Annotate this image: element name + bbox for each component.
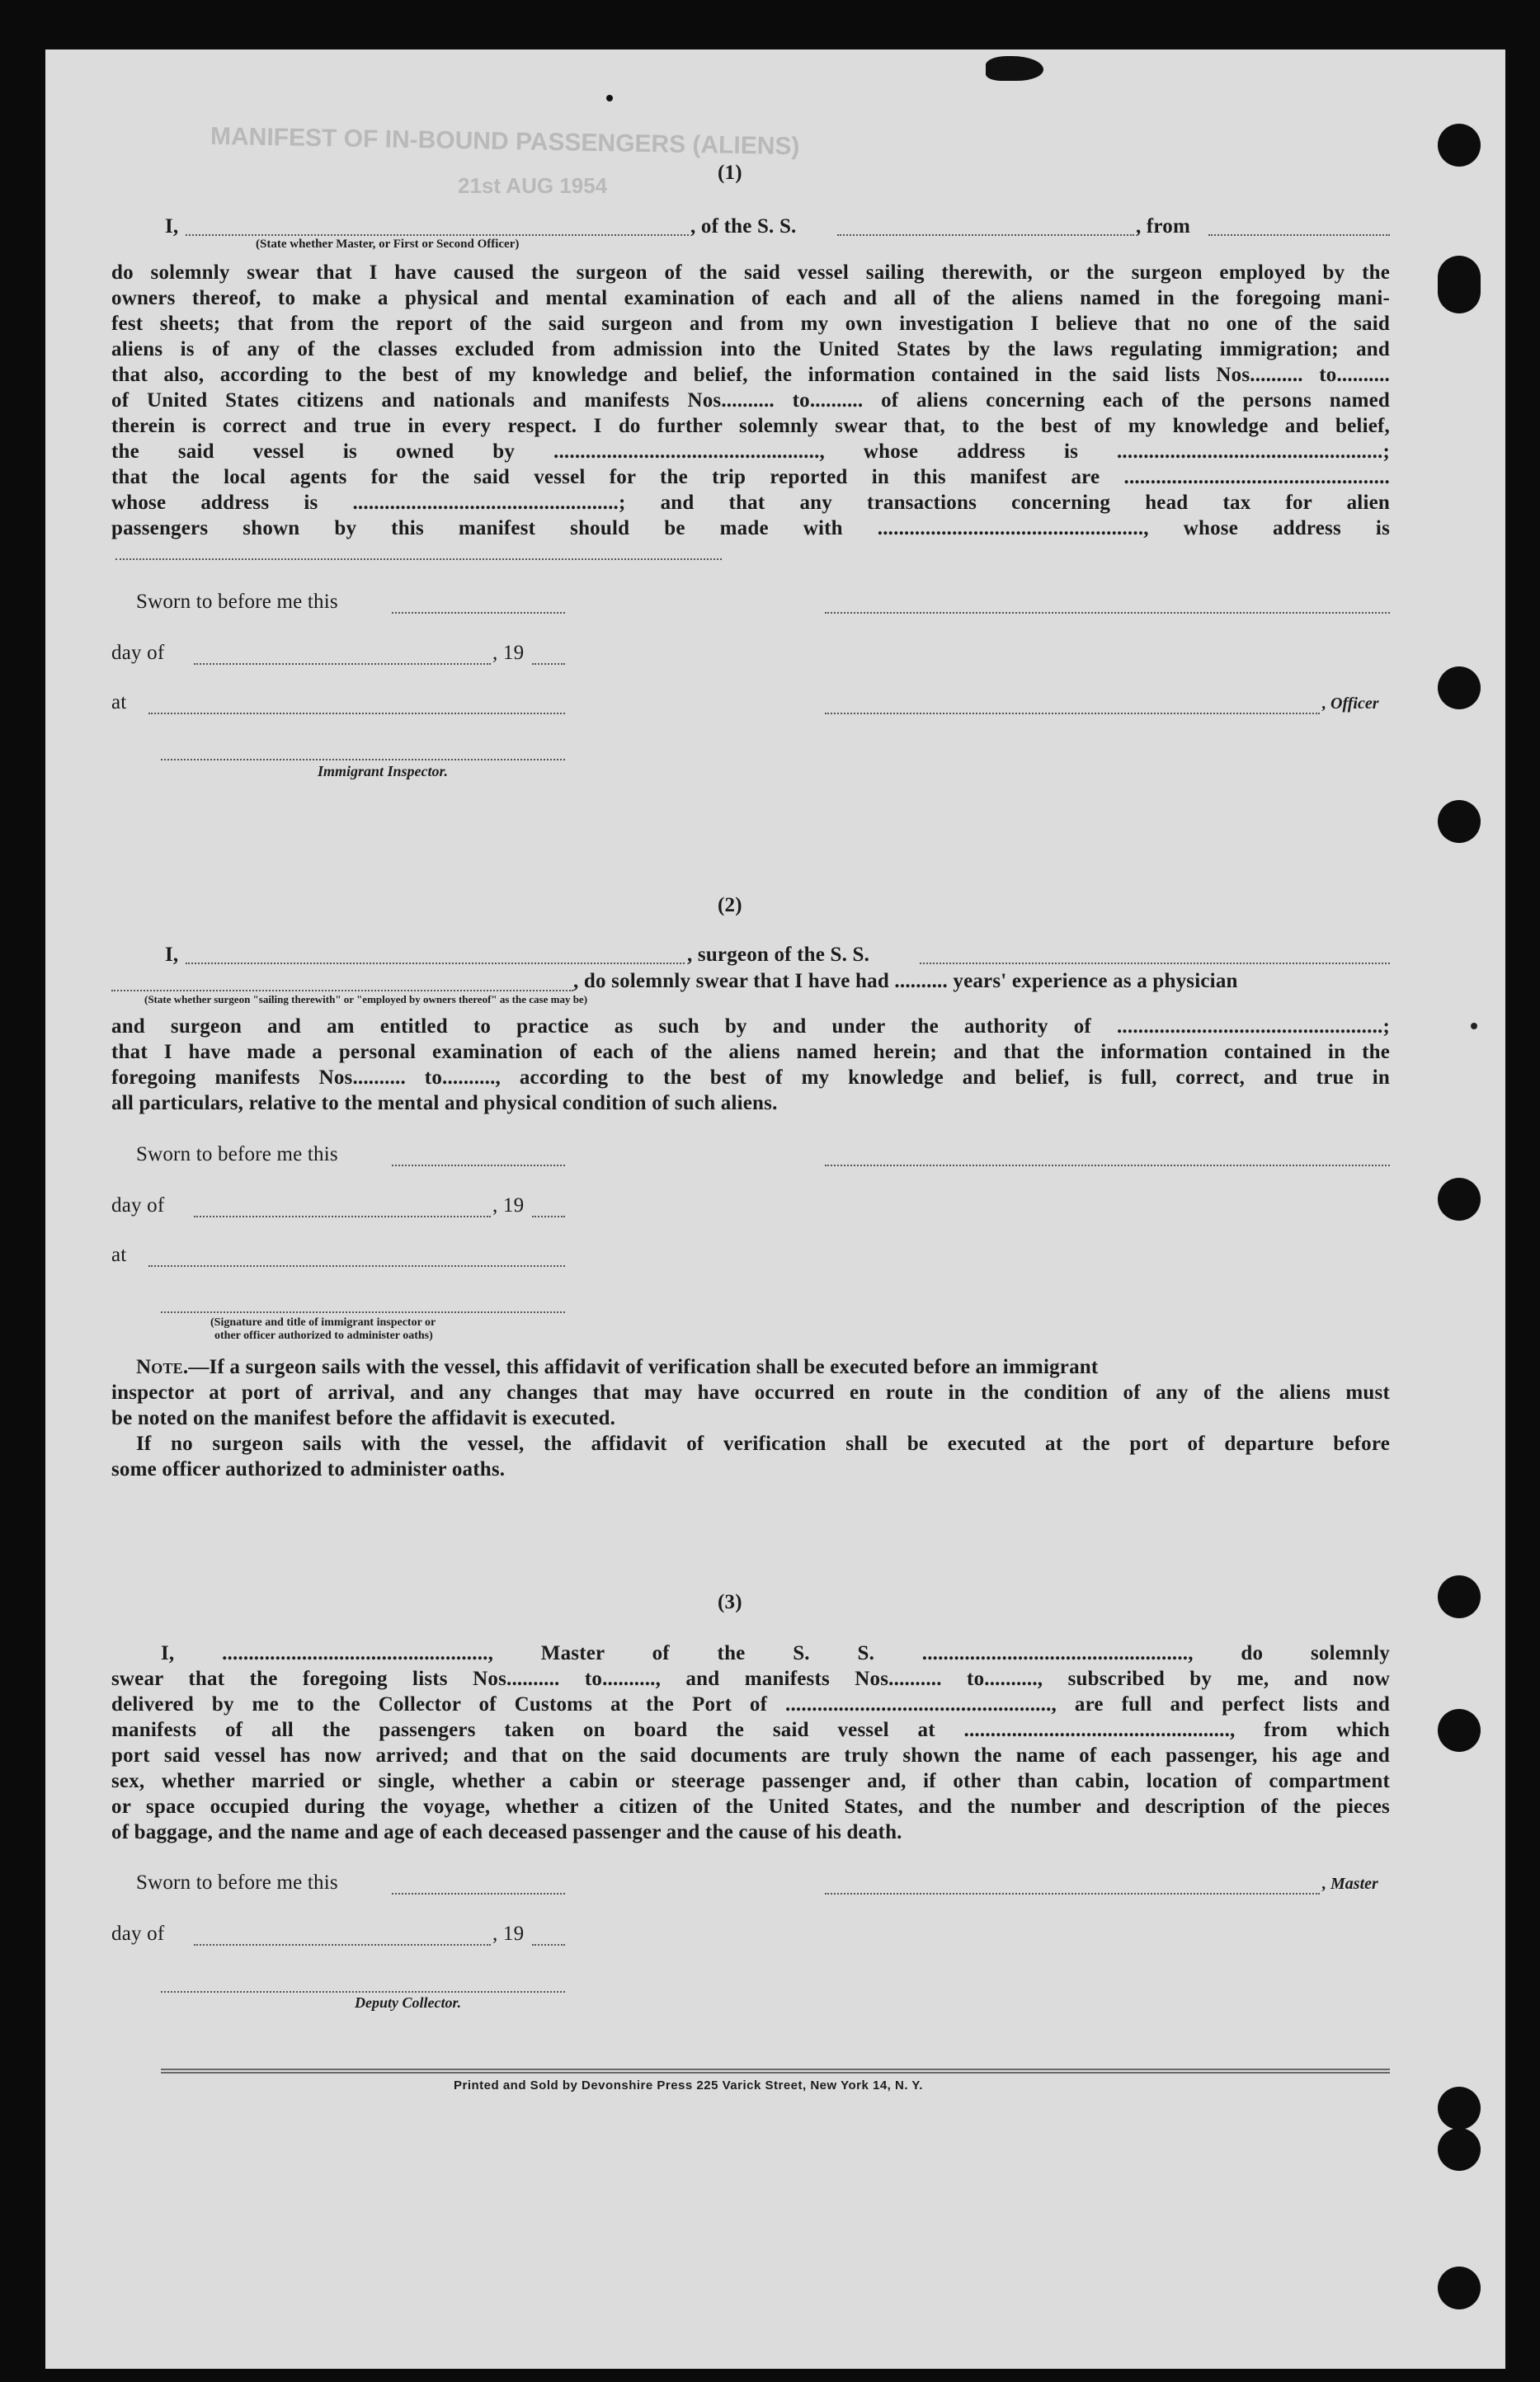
punch-hole [1438, 124, 1481, 167]
year-field[interactable] [532, 1942, 565, 1946]
section-3-number: (3) [718, 1591, 742, 1613]
faded-manifest-title: MANIFEST OF IN-BOUND PASSENGERS (ALIENS) [210, 122, 800, 161]
body-line: and surgeon and am entitled to practice as such by and under the authority of ..................................................; [111, 1015, 1390, 1038]
day-of-field[interactable] [194, 1942, 491, 1946]
body-line: swear that the foregoing lists Nos.......... to.........., and manifests Nos.......... to.........., subscribed by me, and now [111, 1668, 1390, 1690]
day-of-field[interactable] [194, 661, 491, 665]
note-text: —If a surgeon sails with the vessel, this affidavit of verification shall be executed before an immigrant [188, 1356, 1099, 1378]
surgeon-vessel-field[interactable] [920, 961, 1390, 964]
body-line: I, .................................................., Master of the S. S. .................................................., do solemnly [161, 1642, 1390, 1664]
at-place-field[interactable] [148, 711, 565, 714]
officer-caption: (State whether Master, or First or Second Officer) [256, 238, 520, 251]
address-field[interactable] [115, 557, 722, 560]
body-line: sex, whether married or single, whether a cabin or steerage passenger and, if other than cabin, location of compartment [111, 1770, 1390, 1792]
faded-date-stamp: 21st AUG 1954 [458, 173, 608, 198]
note-line: be noted on the manifest before the affidavit is executed. [111, 1407, 616, 1429]
punch-hole [1438, 800, 1481, 843]
deputy-collector-caption: Deputy Collector. [355, 1994, 461, 2011]
year-label: , 19 [492, 642, 525, 664]
body-line: fest sheets; that from the report of the said surgeon and from my own investigation I believe that no one of the said [111, 313, 1390, 335]
inspector-signature-line[interactable] [161, 1310, 565, 1313]
footer-rule [161, 2069, 1390, 2070]
inspector-signature-line[interactable] [161, 757, 565, 760]
body-line: whose address is ..................................................; and that any transactions concerning head tax for alien [111, 492, 1390, 514]
sworn-date-field[interactable] [392, 1163, 565, 1166]
at-label: at [111, 1244, 127, 1266]
body-line: all particulars, relative to the mental and physical condition of such aliens. [111, 1092, 778, 1114]
sworn-label: Sworn to before me this [136, 591, 338, 613]
ink-speck [1471, 1023, 1477, 1029]
section-1-from: , from [1136, 215, 1190, 238]
note-line: If no surgeon sails with the vessel, the affidavit of verification shall be executed at the port of departure before [136, 1433, 1390, 1455]
year-field[interactable] [532, 1214, 565, 1217]
surgeon-type-caption: (State whether surgeon "sailing therewith" or "employed by owners thereof" as the case may be) [144, 993, 588, 1005]
day-of-label: day of [111, 1194, 165, 1217]
body-line: that the local agents for the said vessel for the trip reported in this manifest are .................................................. [111, 466, 1390, 488]
ink-speck [986, 56, 1043, 81]
printer-imprint: Printed and Sold by Devonshire Press 225 Varick Street, New York 14, N. Y. [454, 2078, 923, 2092]
punch-hole [1438, 1575, 1481, 1618]
officer-name-field[interactable] [186, 233, 689, 236]
body-line: passengers shown by this manifest should be made with .................................................., whose address is [111, 517, 1390, 539]
note-line: inspector at port of arrival, and any changes that may have occurred en route in the condition of any of the aliens must [111, 1382, 1390, 1404]
body-line: aliens is of any of the classes excluded from admission into the United States by the laws regulating immigration; and [111, 338, 1390, 360]
note-line: some officer authorized to administer oaths. [111, 1458, 506, 1481]
officer-label: , Officer [1322, 694, 1379, 713]
body-line: foregoing manifests Nos.......... to.........., according to the best of my knowledge and belief, is full, correct, and true in [111, 1066, 1390, 1089]
body-line: of baggage, and the name and age of each deceased passenger and the cause of his death. [111, 1821, 902, 1843]
footer-rule [161, 2072, 1390, 2074]
surgeon-type-field[interactable] [111, 988, 573, 991]
inspector-caption-line-1: (Signature and title of immigrant inspector or [210, 1316, 436, 1329]
surgeon-name-field[interactable] [186, 961, 685, 964]
ink-speck [606, 95, 613, 101]
body-line: the said vessel is owned by .................................................., whose address is ..................................................; [111, 440, 1390, 463]
section-1-number: (1) [718, 162, 742, 184]
form-page [45, 49, 1505, 2369]
inspector-caption: Immigrant Inspector. [318, 763, 449, 779]
body-line: that I have made a personal examination of each of the aliens named herein; and that the information contained in the [111, 1041, 1390, 1063]
body-line: port said vessel has now arrived; and that on the said documents are truly shown the name of each passenger, his age and [111, 1744, 1390, 1767]
sworn-label: Sworn to before me this [136, 1143, 338, 1165]
punch-hole [1438, 1178, 1481, 1221]
master-label: , Master [1322, 1875, 1378, 1893]
master-signature-line[interactable] [825, 1891, 1320, 1895]
section-1-line-i: I, [165, 215, 179, 238]
section-1-of-ss: , of the S. S. [690, 215, 797, 238]
section-2-line-2: , do solemnly swear that I have had .......... years' experience as a physician [573, 970, 1238, 992]
deputy-collector-signature-line[interactable] [161, 1989, 565, 1993]
officer-signature-line[interactable] [825, 711, 1320, 714]
sworn-date-field[interactable] [392, 1891, 565, 1895]
body-line: do solemnly swear that I have caused the surgeon of the said vessel sailing therewith, or the surgeon employed by the [111, 261, 1390, 284]
note-label: Note. [136, 1356, 189, 1378]
punch-hole [1438, 256, 1481, 313]
at-place-field[interactable] [148, 1264, 565, 1267]
section-2-number: (2) [718, 894, 742, 916]
section-2-line-i: I, [165, 944, 179, 966]
year-field[interactable] [532, 661, 565, 665]
at-label: at [111, 691, 127, 713]
body-line: of United States citizens and nationals and manifests Nos.......... to.......... of aliens concerning each of the persons named [111, 389, 1390, 412]
punch-hole [1438, 2267, 1481, 2309]
body-line: delivered by me to the Collector of Customs at the Port of .................................................., are full and perfect lists and [111, 1693, 1390, 1716]
sworn-label: Sworn to before me this [136, 1871, 338, 1894]
note-line [136, 1355, 1098, 1380]
day-of-label: day of [111, 642, 165, 664]
day-of-field[interactable] [194, 1214, 491, 1217]
body-line: therein is correct and true in every respect. I do further solemnly swear that, to the best of my knowledge and belief, [111, 415, 1390, 437]
year-label: , 19 [492, 1923, 525, 1945]
punch-hole [1438, 2087, 1481, 2130]
day-of-label: day of [111, 1923, 165, 1945]
punch-hole [1438, 1709, 1481, 1752]
punch-hole [1438, 666, 1481, 709]
body-line: that also, according to the best of my knowledge and belief, the information contained in the said lists Nos.......... to.......... [111, 364, 1390, 386]
section-2-surgeon-of: , surgeon of the S. S. [687, 944, 870, 966]
inspector-caption-line-2: other officer authorized to administer oaths) [214, 1330, 433, 1342]
year-label: , 19 [492, 1194, 525, 1217]
body-line: owners thereof, to make a physical and mental examination of each and all of the aliens named in the foregoing mani- [111, 287, 1390, 309]
from-port-field[interactable] [1208, 233, 1390, 236]
vessel-name-field[interactable] [837, 233, 1134, 236]
body-line: manifests of all the passengers taken on board the said vessel at .................................................., from which [111, 1719, 1390, 1741]
surgeon-signature-line[interactable] [825, 1163, 1390, 1166]
signature-line[interactable] [825, 610, 1390, 614]
sworn-date-field[interactable] [392, 610, 565, 614]
body-line: or space occupied during the voyage, whether a citizen of the United States, and the number and description of the pieces [111, 1796, 1390, 1818]
punch-hole [1438, 2128, 1481, 2171]
